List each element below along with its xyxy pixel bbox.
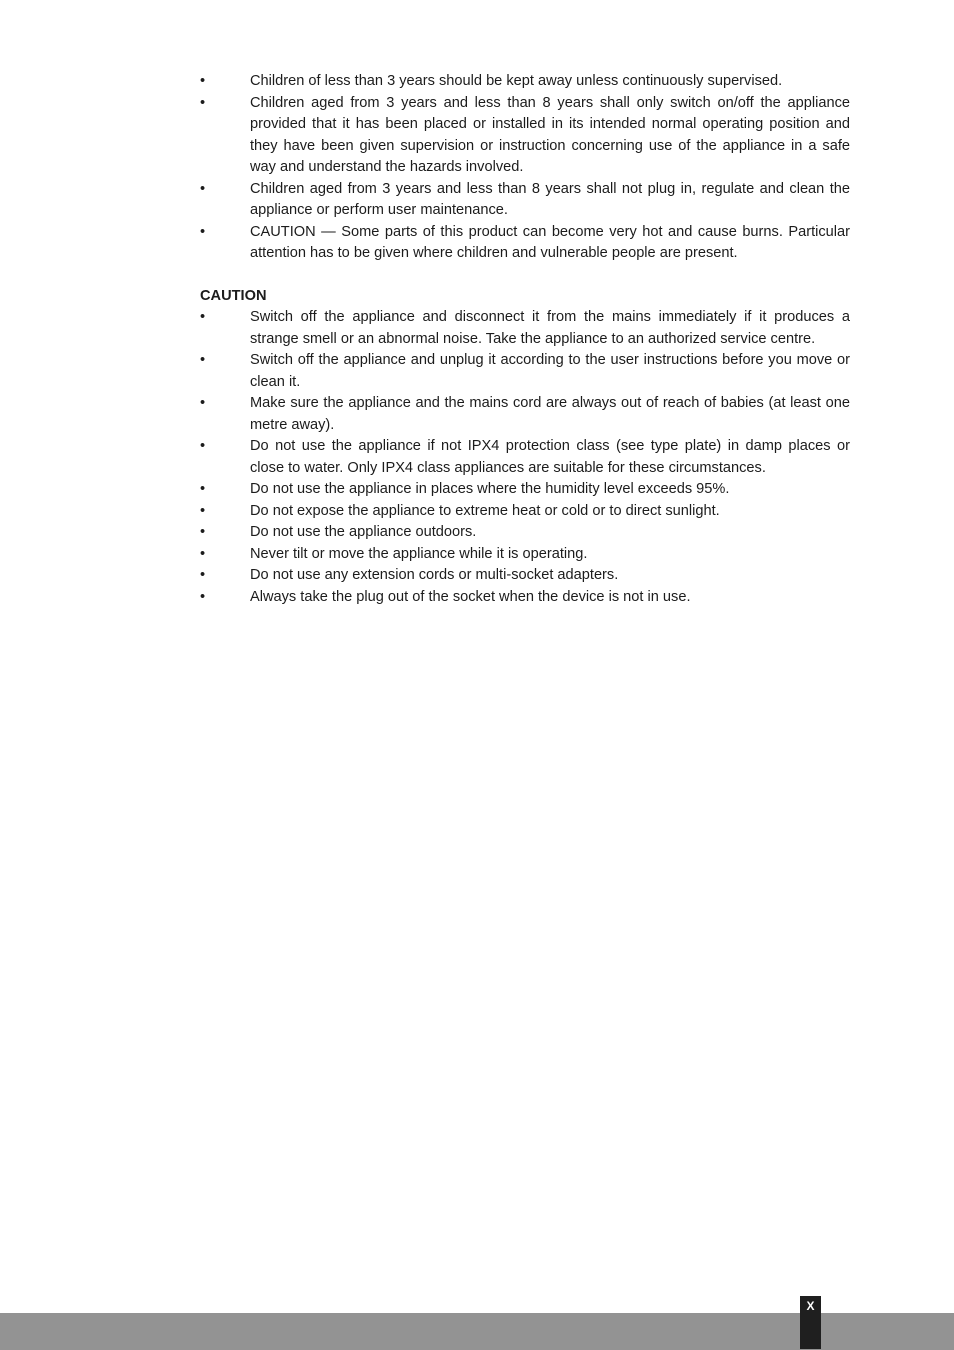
list-item-text: Do not expose the appliance to extreme heat or cold or to direct sunlight. [250,502,720,519]
list-item [200,587,850,609]
bullet-icon: • [200,502,206,519]
bullet-icon: • [200,180,206,197]
children-safety-list [200,71,850,265]
list-item [200,307,850,350]
bullet-icon: • [200,352,206,368]
page-marker-label: X [806,1299,815,1313]
caution-list [200,307,850,608]
bullet-icon: • [200,545,206,562]
list-item [200,565,850,587]
bullet-icon: • [200,223,206,240]
list-item-text: Do not use the appliance if not IPX4 protection class (see type plate) in damp places or close to water. Only IPX4 class appliances are suitable for these circumstances. [250,438,850,476]
list-item-text: Do not use any extension cords or multi-socket adapters. [250,567,619,583]
bullet-icon: • [200,481,206,497]
bullet-icon: • [200,94,206,111]
list-item-text: CAUTION — Some parts of this product can become very hot and cause burns. Particular attention has to be given where children and vulnerable people are present. [250,223,850,261]
bullet-icon: • [200,588,206,605]
list-item-text: Children of less than 3 years should be kept away unless continuously supervised. [250,73,783,89]
page-content [200,71,850,608]
caution-heading: CAUTION [200,287,267,304]
list-item-text: Do not use the appliance outdoors. [250,524,477,540]
list-item [200,350,850,393]
bullet-icon: • [200,524,206,540]
list-item-text: Switch off the appliance and disconnect it from the mains immediately if it produces a strange smell or an abnormal noise. Take the appliance to an authorized service centre. [250,309,850,347]
list-item [200,501,850,523]
bullet-icon: • [200,395,206,411]
list-item [200,179,850,222]
list-item [200,479,850,501]
list-item-text: Do not use the appliance in places where the humidity level exceeds 95%. [250,481,730,497]
bullet-icon: • [200,438,206,454]
list-item [200,522,850,544]
list-item [200,393,850,436]
list-item [200,544,850,566]
list-item [200,222,850,265]
list-item-text: Never tilt or move the appliance while it is operating. [250,545,588,562]
list-item-text: Children aged from 3 years and less than 8 years shall not plug in, regulate and clean the appliance or perform user maintenance. [250,180,850,218]
list-item-text: Always take the plug out of the socket when the device is not in use. [250,588,691,605]
bullet-icon: • [200,73,206,89]
bullet-icon: • [200,309,206,325]
list-item-text: Make sure the appliance and the mains cord are always out of reach of babies (at least one metre away). [250,395,850,433]
bullet-icon: • [200,567,206,583]
list-item [200,93,850,179]
list-item-text: Switch off the appliance and unplug it according to the user instructions before you move or clean it. [250,352,850,390]
list-item [200,71,850,93]
page-marker-tab [800,1296,821,1349]
list-item [200,436,850,479]
list-item-text: Children aged from 3 years and less than 8 years shall only switch on/off the appliance provided that it has been placed or installed in its intended normal operating position and they have been given supervision or instruction concerning use of the appliance in a safe way and understand the hazards involved. [250,94,850,175]
